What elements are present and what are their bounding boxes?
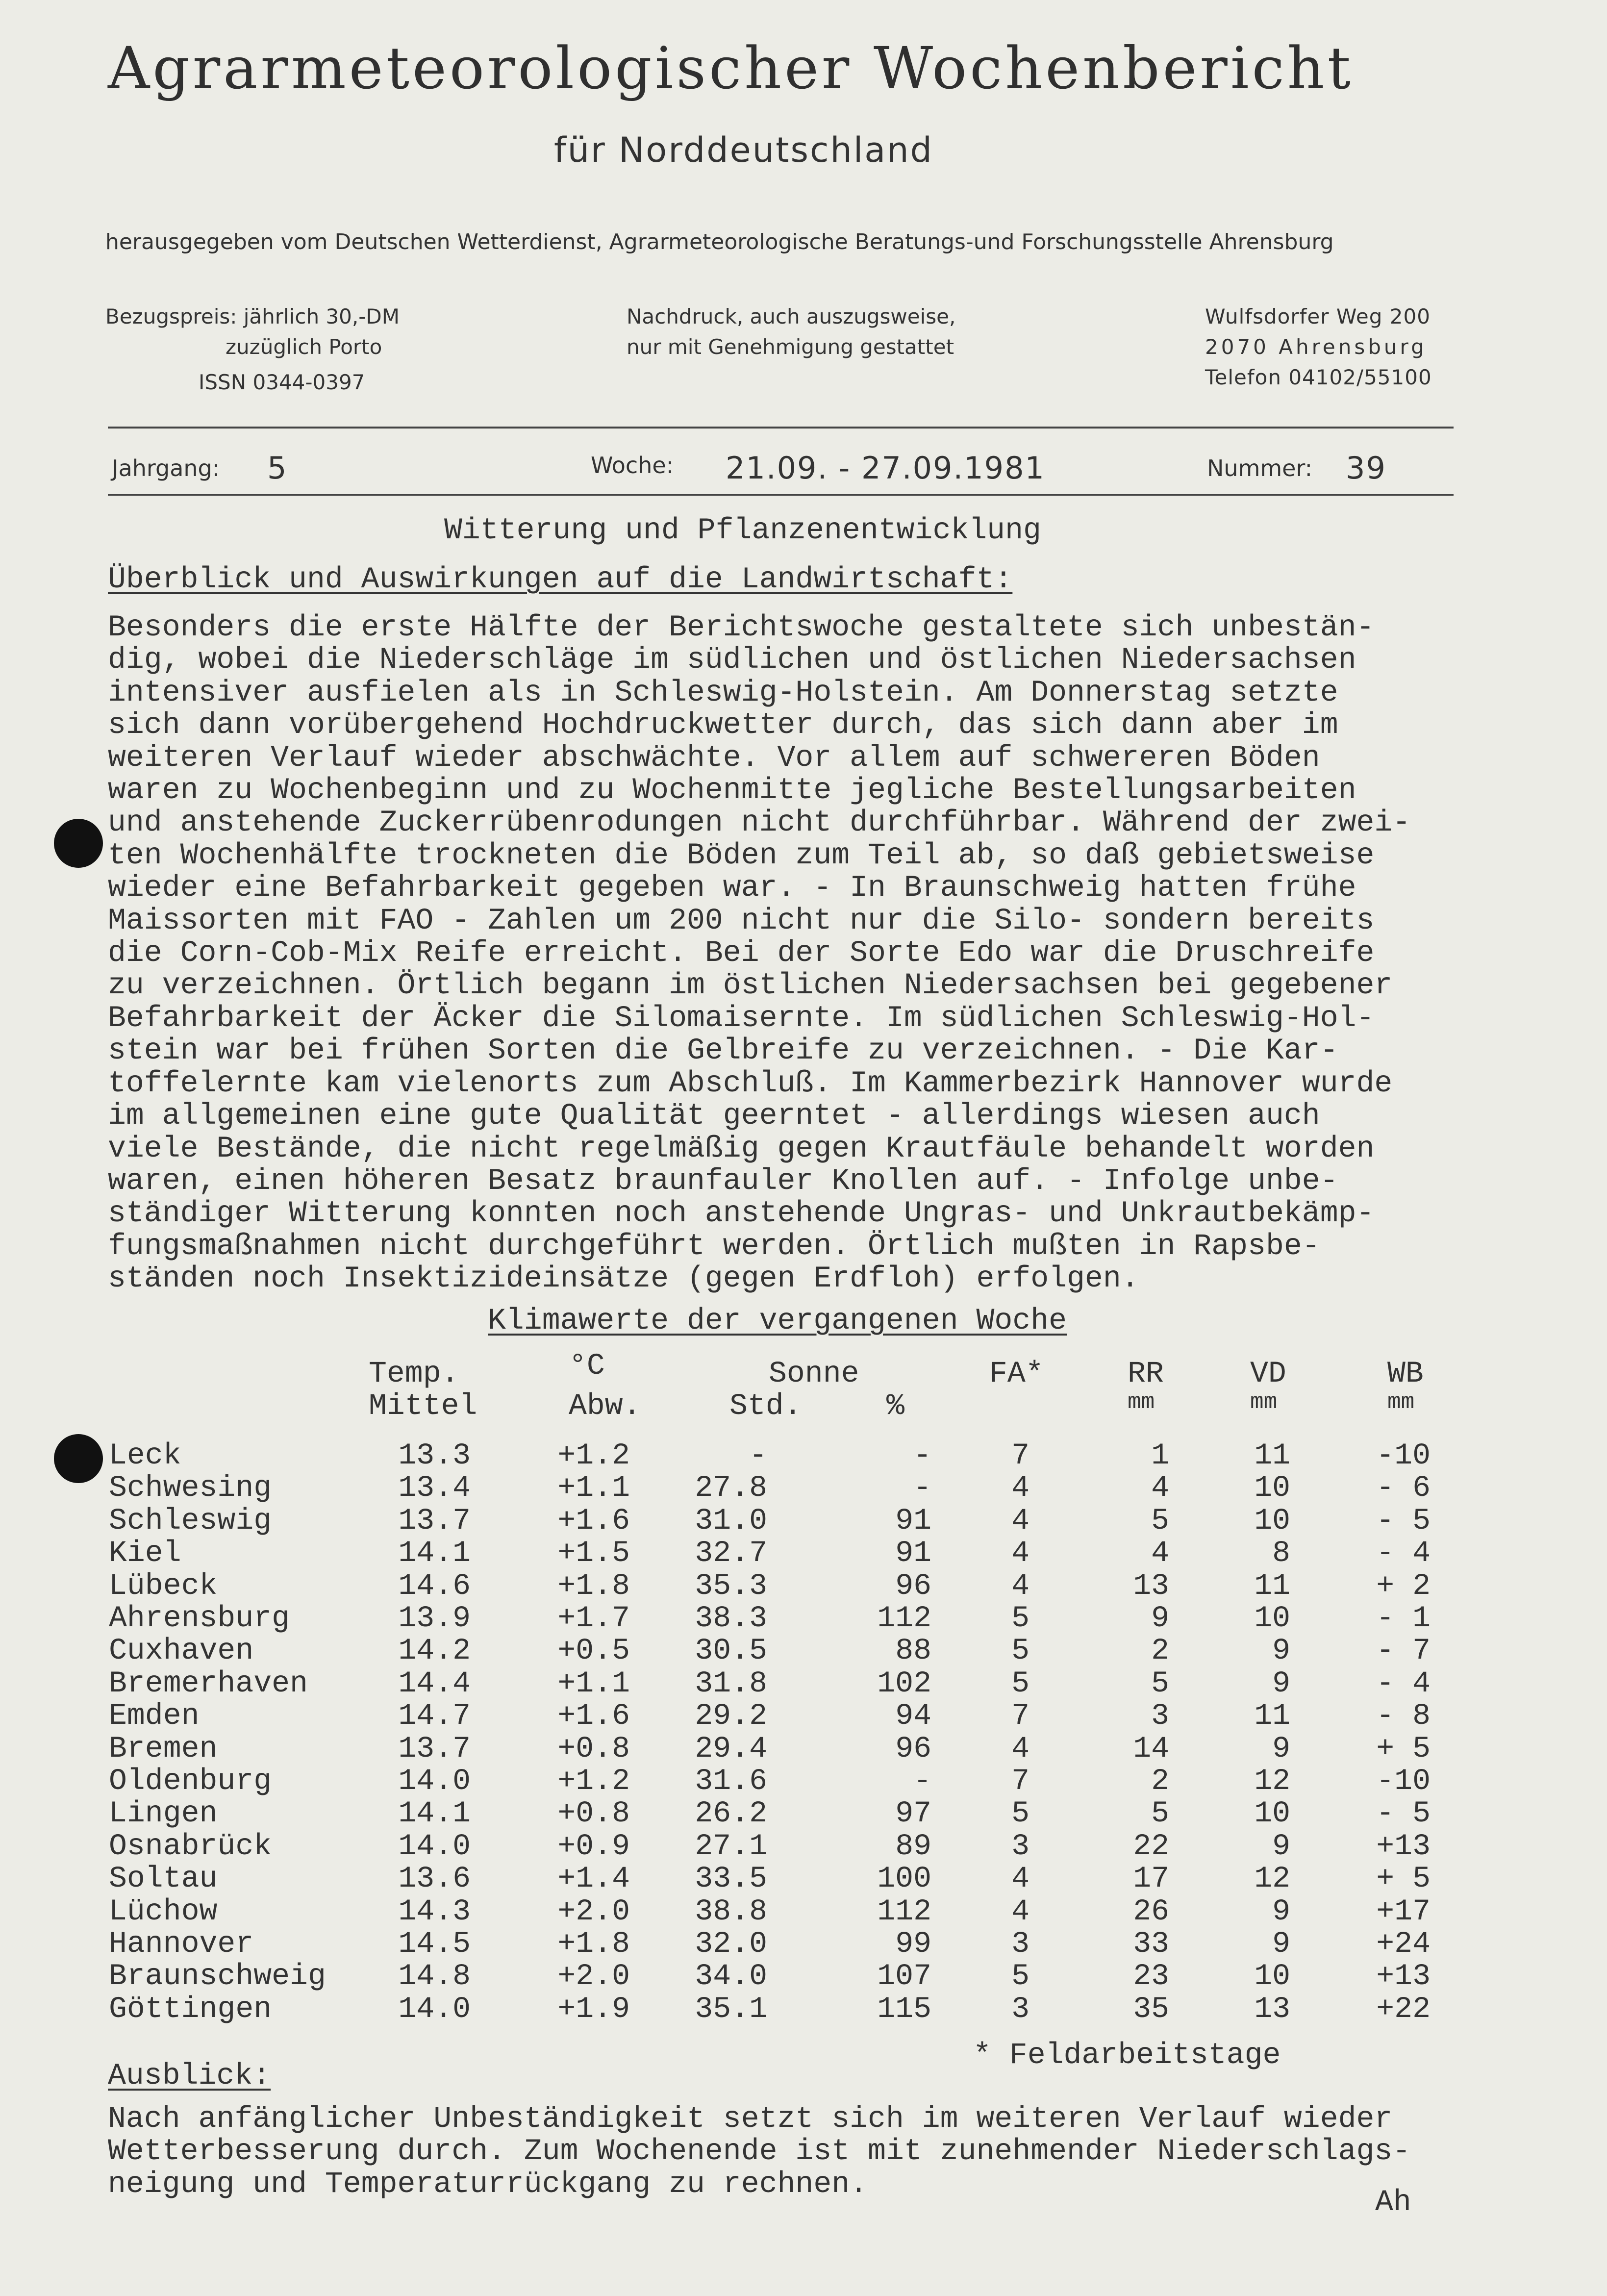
price-line2: zuzüglich Porto [226, 335, 382, 359]
header-rr: RR [1128, 1357, 1164, 1391]
initials: Ah [1375, 2186, 1411, 2220]
cell-station: Oldenburg [109, 1765, 272, 1798]
cell-abw: +1.1 [557, 1666, 630, 1701]
header-wb-unit: mm [1387, 1389, 1415, 1415]
cell-fa: 4 [1011, 1569, 1029, 1603]
outlook-heading: Ausblick: [108, 2059, 271, 2093]
document-subtitle: für Norddeutschland [554, 130, 933, 170]
address-block [1205, 302, 1432, 393]
cell-pct: - [913, 1765, 931, 1798]
cell-station: Lübeck [109, 1569, 218, 1603]
cell-abw: +1.1 [557, 1471, 630, 1506]
cell-vd: 9 [1272, 1732, 1290, 1766]
cell-station: Lüchow [109, 1894, 218, 1929]
header-vd-unit: mm [1250, 1389, 1278, 1415]
cell-rr: 2 [1151, 1765, 1169, 1798]
cell-wb: +13 [1376, 1829, 1431, 1864]
cell-std: 38.8 [695, 1894, 767, 1929]
footnote: * Feldarbeitstage [973, 2039, 1281, 2072]
cell-pct: 112 [877, 1602, 931, 1636]
cell-fa: 5 [1011, 1602, 1029, 1636]
cell-station: Osnabrück [109, 1829, 272, 1864]
price-line1: Bezugspreis: jährlich 30,-DM [105, 304, 400, 328]
cell-std: 31.8 [695, 1666, 767, 1701]
cell-std: 35.1 [695, 1992, 767, 2026]
cell-abw: +1.8 [557, 1569, 630, 1603]
cell-std: 27.8 [695, 1471, 767, 1506]
header-std: Std. [729, 1389, 802, 1423]
cell-wb: - 7 [1376, 1634, 1431, 1668]
nummer-label: Nummer: [1207, 455, 1313, 481]
cell-fa: 4 [1011, 1504, 1029, 1538]
cell-abw: +0.5 [557, 1634, 630, 1668]
cell-temp: 14.8 [398, 1960, 471, 1994]
cell-temp: 14.6 [398, 1569, 471, 1603]
cell-temp: 14.5 [398, 1927, 471, 1961]
cell-abw: +1.2 [557, 1439, 630, 1473]
cell-rr: 4 [1151, 1537, 1169, 1571]
cell-wb: +13 [1376, 1960, 1431, 1994]
cell-pct: 89 [895, 1829, 931, 1864]
jahrgang-value: 5 [267, 450, 288, 486]
cell-rr: 13 [1133, 1569, 1169, 1603]
header-rule-top [108, 427, 1454, 429]
cell-vd: 11 [1254, 1699, 1290, 1734]
cell-station: Lingen [109, 1797, 218, 1831]
issn: ISSN 0344-0397 [199, 370, 365, 394]
cell-pct: 97 [895, 1797, 931, 1831]
cell-std: 31.6 [695, 1765, 767, 1798]
cell-pct: 94 [895, 1699, 931, 1734]
cell-station: Hannover [109, 1927, 254, 1961]
cell-vd: 10 [1254, 1797, 1290, 1831]
cell-pct: 112 [877, 1894, 931, 1929]
cell-rr: 9 [1151, 1602, 1169, 1636]
header-rr-unit: mm [1128, 1389, 1155, 1415]
cell-vd: 11 [1254, 1439, 1290, 1473]
cell-rr: 5 [1151, 1797, 1169, 1831]
cell-pct: 91 [895, 1504, 931, 1538]
cell-rr: 1 [1151, 1439, 1169, 1473]
cell-std: 29.4 [695, 1732, 767, 1766]
cell-vd: 9 [1272, 1666, 1290, 1701]
cell-rr: 17 [1133, 1862, 1169, 1896]
cell-std: 38.3 [695, 1602, 767, 1636]
cell-vd: 9 [1272, 1634, 1290, 1668]
cell-temp: 14.1 [398, 1537, 471, 1571]
cell-station: Göttingen [109, 1992, 272, 2026]
cell-fa: 3 [1011, 1992, 1029, 2026]
cell-fa: 7 [1011, 1699, 1029, 1734]
header-vd: VD [1250, 1357, 1286, 1391]
cell-pct: 91 [895, 1537, 931, 1571]
cell-temp: 14.1 [398, 1797, 471, 1831]
cell-vd: 10 [1254, 1602, 1290, 1636]
cell-wb: - 4 [1376, 1666, 1431, 1701]
cell-vd: 10 [1254, 1504, 1290, 1538]
cell-station: Ahrensburg [109, 1602, 290, 1636]
cell-abw: +2.0 [557, 1894, 630, 1929]
cell-wb: + 5 [1376, 1862, 1431, 1896]
cell-temp: 14.0 [398, 1829, 471, 1864]
cell-fa: 7 [1011, 1439, 1029, 1473]
cell-station: Schleswig [109, 1504, 272, 1538]
cell-std: 33.5 [695, 1862, 767, 1896]
woche-value: 21.09. - 27.09.1981 [726, 450, 1045, 486]
cell-wb: - 6 [1376, 1471, 1431, 1506]
cell-vd: 10 [1254, 1471, 1290, 1506]
cell-fa: 5 [1011, 1634, 1029, 1668]
cell-wb: - 4 [1376, 1537, 1431, 1571]
header-rule-bottom [108, 494, 1454, 496]
cell-fa: 7 [1011, 1765, 1029, 1798]
table-title: Klimawerte der vergangenen Woche [488, 1304, 1067, 1338]
cell-fa: 3 [1011, 1829, 1029, 1864]
cell-pct: - [913, 1439, 931, 1473]
cell-pct: 102 [877, 1666, 931, 1701]
cell-fa: 5 [1011, 1666, 1029, 1701]
cell-fa: 4 [1011, 1537, 1029, 1571]
section-title: Witterung und Pflanzenentwicklung [444, 514, 1041, 548]
cell-temp: 14.0 [398, 1992, 471, 2026]
address-line3: Telefon 04102/55100 [1205, 365, 1432, 389]
cell-fa: 3 [1011, 1927, 1029, 1961]
cell-pct: 115 [877, 1992, 931, 2026]
cell-temp: 13.9 [398, 1602, 471, 1636]
cell-wb: - 5 [1376, 1504, 1431, 1538]
cell-vd: 9 [1272, 1894, 1290, 1929]
cell-fa: 4 [1011, 1471, 1029, 1506]
cell-rr: 33 [1133, 1927, 1169, 1961]
cell-abw: +0.8 [557, 1797, 630, 1831]
cell-rr: 22 [1133, 1829, 1169, 1864]
cell-temp: 13.3 [398, 1439, 471, 1473]
cell-rr: 26 [1133, 1894, 1169, 1929]
cell-wb: -10 [1376, 1765, 1431, 1798]
cell-rr: 4 [1151, 1471, 1169, 1506]
cell-pct: 88 [895, 1634, 931, 1668]
outlook-text: Nach anfänglicher Unbeständigkeit setzt sich im weiteren Verlauf wieder Wetterbesserung durch. Zum Wochenende ist mit zunehmender Niederschlags- neigung und Temperaturrückgang zu rechnen. [108, 2102, 1411, 2201]
reprint-line2: nur mit Genehmigung gestattet [627, 335, 954, 359]
cell-abw: +1.5 [557, 1537, 630, 1571]
cell-vd: 8 [1272, 1537, 1290, 1571]
punch-hole-upper [54, 819, 103, 868]
cell-station: Braunschweig [109, 1960, 326, 1994]
cell-station: Leck [109, 1439, 181, 1473]
cell-station: Bremen [109, 1732, 218, 1766]
cell-wb: +22 [1376, 1992, 1431, 2026]
overview-heading: Überblick und Auswirkungen auf die Landwirtschaft: [108, 563, 1013, 597]
cell-wb: - 8 [1376, 1699, 1431, 1734]
cell-std: 34.0 [695, 1960, 767, 1994]
cell-abw: +1.9 [557, 1992, 630, 2026]
cell-abw: +1.6 [557, 1504, 630, 1538]
cell-pct: 107 [877, 1960, 931, 1994]
reprint-block [627, 302, 955, 362]
cell-std: 31.0 [695, 1504, 767, 1538]
cell-abw: +0.9 [557, 1829, 630, 1864]
cell-pct: 96 [895, 1732, 931, 1766]
cell-rr: 3 [1151, 1699, 1169, 1734]
cell-vd: 11 [1254, 1569, 1290, 1603]
overview-text: Besonders die erste Hälfte der Berichtswoche gestaltete sich unbestän- dig, wobei die Niederschläge im südlichen und östlichen Niedersachsen intensiver ausfielen als in Schleswig-Holstein. Am Donnerstag setzte sich dann vorübergehend Hochdruckwetter durch, das sich dann aber im weiteren Verlauf wieder abschwächte. Vor allem auf schwereren Böden waren zu Wochenbeginn und zu Wochenmitte jegliche Bestellungsarbeiten und anstehende Zuckerrübenrodungen nicht durchführbar. Während der zwei- ten Wochenhälfte trockneten die Böden zum Teil ab, so daß gebietsweise wieder eine Befahrbarkeit gegeben war. - In Braunschweig hatten frühe Maissorten mit FAO - Zahlen um 200 nicht nur die Silo- sondern bereits die Corn-Cob-Mix Reife erreicht. Bei der Sorte Edo war die Druschreife zu verzeichnen. Örtlich begann im östlichen Niedersachsen bei gegebener Befahrbarkeit der Äcker die Silomaisernte. Im südlichen Schleswig-Hol- stein war bei frühen Sorten die Gelbreife zu verzeichnen. - Die Kar- toffelernte kam vielenorts zum Abschluß. Im Kammerbezirk Hannover wurde im allgemeinen eine gute Qualität geerntet - allerdings wiesen auch viele Bestände, die nicht regelmäßig gegen Krautfäule behandelt worden waren, einen höheren Besatz braunfauler Knollen auf. - Infolge unbe- ständiger Witterung konnten noch anstehende Ungras- und Unkrautbekämp- fungsmaßnahmen nicht durchgeführt werden. Örtlich mußten in Rapsbe- ständen noch Insektizideinsätze (gegen Erdfloh) erfolgen. [108, 611, 1411, 1296]
cell-fa: 4 [1011, 1894, 1029, 1929]
cell-temp: 13.6 [398, 1862, 471, 1896]
cell-station: Kiel [109, 1537, 181, 1571]
cell-temp: 14.0 [398, 1765, 471, 1798]
cell-vd: 12 [1254, 1862, 1290, 1896]
cell-wb: + 5 [1376, 1732, 1431, 1766]
cell-vd: 12 [1254, 1765, 1290, 1798]
cell-vd: 13 [1254, 1992, 1290, 2026]
cell-station: Cuxhaven [109, 1634, 254, 1668]
cell-fa: 4 [1011, 1732, 1029, 1766]
address-line1: Wulfsdorfer Weg 200 [1205, 304, 1431, 328]
cell-temp: 14.7 [398, 1699, 471, 1734]
cell-std: 26.2 [695, 1797, 767, 1831]
cell-abw: +2.0 [557, 1960, 630, 1994]
cell-temp: 13.7 [398, 1504, 471, 1538]
cell-abw: +1.4 [557, 1862, 630, 1896]
cell-temp: 13.7 [398, 1732, 471, 1766]
cell-temp: 14.3 [398, 1894, 471, 1929]
cell-wb: + 2 [1376, 1569, 1431, 1603]
cell-vd: 10 [1254, 1960, 1290, 1994]
cell-fa: 5 [1011, 1797, 1029, 1831]
cell-std: - [749, 1439, 767, 1473]
header-wb: WB [1387, 1357, 1424, 1391]
cell-abw: +1.2 [557, 1765, 630, 1798]
cell-rr: 14 [1133, 1732, 1169, 1766]
header-temp-mittel: Mittel [369, 1389, 477, 1423]
price-block [105, 302, 400, 398]
cell-station: Schwesing [109, 1471, 272, 1506]
cell-vd: 9 [1272, 1829, 1290, 1864]
cell-pct: - [913, 1471, 931, 1506]
jahrgang-label: Jahrgang: [112, 455, 220, 481]
header-sonne: Sonne [769, 1357, 859, 1391]
punch-hole-lower [54, 1434, 103, 1483]
cell-abw: +1.7 [557, 1602, 630, 1636]
woche-label: Woche: [591, 452, 674, 479]
header-fa: FA* [989, 1357, 1044, 1391]
nummer-value: 39 [1346, 450, 1386, 486]
cell-abw: +0.8 [557, 1732, 630, 1766]
cell-std: 35.3 [695, 1569, 767, 1603]
cell-fa: 4 [1011, 1862, 1029, 1896]
cell-wb: - 1 [1376, 1602, 1431, 1636]
cell-station: Soltau [109, 1862, 218, 1896]
cell-temp: 14.4 [398, 1666, 471, 1701]
cell-std: 32.7 [695, 1537, 767, 1571]
header-pct: % [886, 1389, 904, 1423]
cell-abw: +1.6 [557, 1699, 630, 1734]
header-degc: °C [569, 1349, 605, 1383]
cell-wb: - 5 [1376, 1797, 1431, 1831]
cell-abw: +1.8 [557, 1927, 630, 1961]
address-line2: 2070 Ahrensburg [1205, 335, 1427, 359]
header-temp: Temp. [369, 1357, 459, 1391]
cell-rr: 23 [1133, 1960, 1169, 1994]
cell-rr: 35 [1133, 1992, 1169, 2026]
publisher-line: herausgegeben vom Deutschen Wetterdienst, Agrarmeteorologische Beratungs-und Forschungsstelle Ahrensburg [105, 229, 1334, 254]
cell-rr: 5 [1151, 1504, 1169, 1538]
cell-pct: 99 [895, 1927, 931, 1961]
document-title: Agrarmeteorologischer Wochenbericht [108, 34, 1354, 102]
cell-std: 32.0 [695, 1927, 767, 1961]
cell-rr: 5 [1151, 1666, 1169, 1701]
cell-wb: +24 [1376, 1927, 1431, 1961]
reprint-line1: Nachdruck, auch auszugsweise, [627, 304, 956, 328]
cell-std: 30.5 [695, 1634, 767, 1668]
cell-pct: 100 [877, 1862, 931, 1896]
header-abw: Abw. [569, 1389, 641, 1423]
cell-std: 27.1 [695, 1829, 767, 1864]
cell-temp: 13.4 [398, 1471, 471, 1506]
cell-rr: 2 [1151, 1634, 1169, 1668]
cell-fa: 5 [1011, 1960, 1029, 1994]
cell-wb: +17 [1376, 1894, 1431, 1929]
cell-pct: 96 [895, 1569, 931, 1603]
cell-wb: -10 [1376, 1439, 1431, 1473]
cell-temp: 14.2 [398, 1634, 471, 1668]
cell-vd: 9 [1272, 1927, 1290, 1961]
cell-station: Bremerhaven [109, 1666, 308, 1701]
cell-station: Emden [109, 1699, 200, 1734]
cell-std: 29.2 [695, 1699, 767, 1734]
